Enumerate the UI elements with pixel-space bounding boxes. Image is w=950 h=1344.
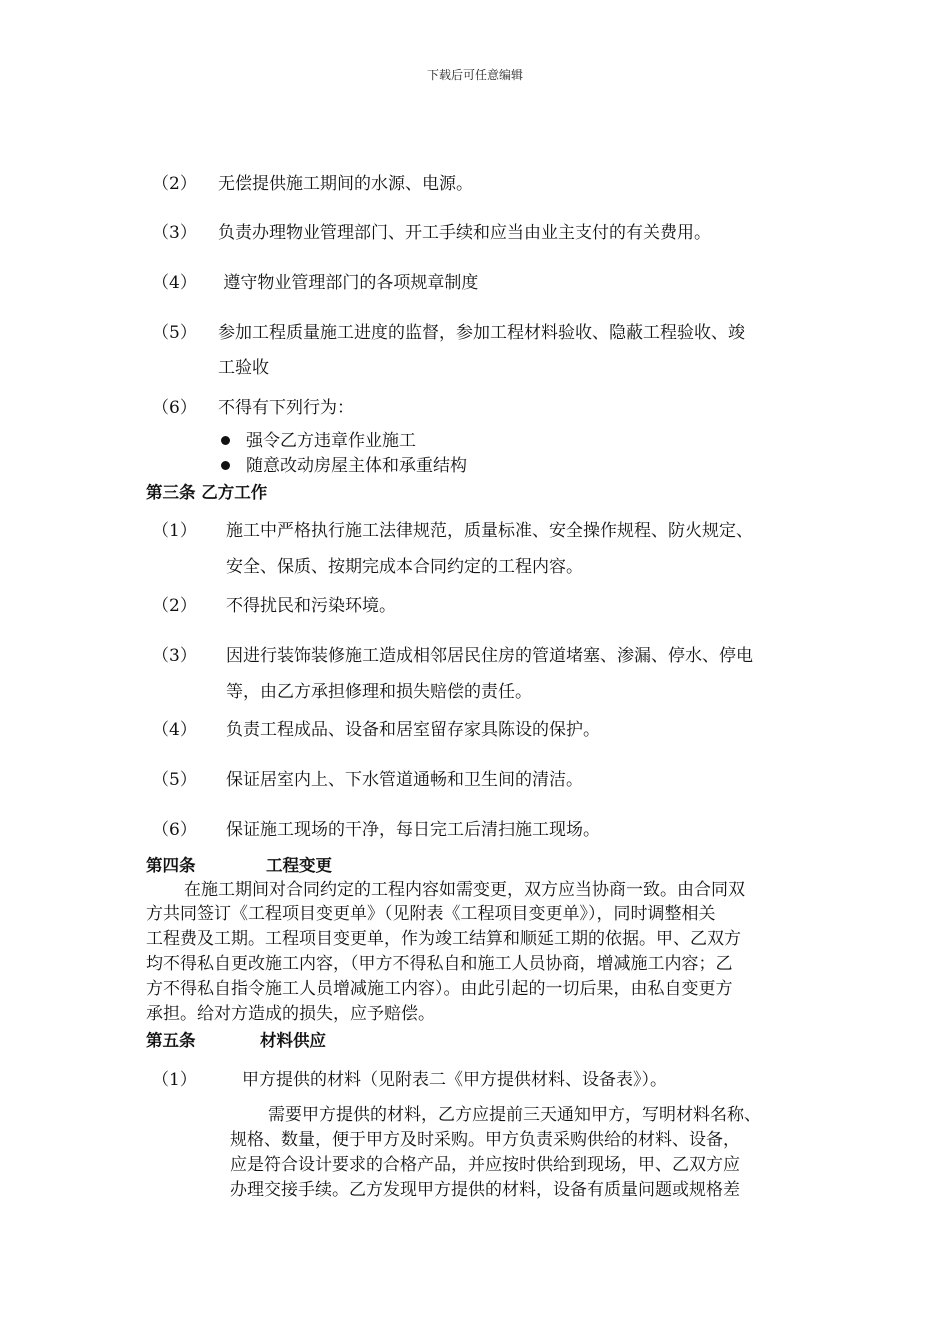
item-number: （5） <box>152 770 197 790</box>
paragraph-line: 办理交接手续。乙方发现甲方提供的材料，设备有质量问题或规格差 <box>230 1180 740 1200</box>
section-label: 第五条 <box>146 1031 196 1050</box>
item-text: 因进行装饰装修施工造成相邻居民住房的管道堵塞、渗漏、停水、停电 <box>226 646 753 666</box>
paragraph-line: 方共同签订《工程项目变更单》（见附表《工程项目变更单》），同时调整相关 <box>146 904 716 924</box>
paragraph-line: 承担。给对方造成的损失，应予赔偿。 <box>146 1004 435 1024</box>
item-number: （4） <box>152 273 197 293</box>
item-number: （1） <box>152 1070 197 1090</box>
paragraph-line: 均不得私自更改施工内容，（甲方不得私自和施工人员协商，增减施工内容；乙 <box>146 954 733 974</box>
item-text: 负责工程成品、设备和居室留存家具陈设的保护。 <box>226 720 600 740</box>
item-text: 负责办理物业管理部门、开工手续和应当由业主支付的有关费用。 <box>218 223 711 243</box>
item-number: （5） <box>152 323 197 343</box>
item-text: 参加工程质量施工进度的监督，参加工程材料验收、隐蔽工程验收、竣 <box>218 323 745 343</box>
page-header: 下载后可任意编辑 <box>426 68 523 82</box>
item-text: 不得有下列行为： <box>218 398 354 418</box>
paragraph-line: 规格、数量，便于甲方及时采购。甲方负责采购供给的材料、设备， <box>230 1130 740 1150</box>
item-text: 甲方提供的材料（见附表二《甲方提供材料、设备表》）。 <box>242 1070 667 1090</box>
item-text: 保证施工现场的干净，每日完工后清扫施工现场。 <box>226 820 600 840</box>
bullet-icon <box>221 436 230 445</box>
item-number: （6） <box>152 820 197 840</box>
item-text: 不得扰民和污染环境。 <box>226 596 396 616</box>
item-number: （2） <box>152 174 197 194</box>
bullet-item: 强令乙方违章作业施工 <box>246 431 416 451</box>
item-number: （6） <box>152 398 197 418</box>
item-text: 施工中严格执行施工法律规范，质量标准、安全操作规程、防火规定、 <box>226 521 753 541</box>
section-label: 第四条 <box>146 856 196 875</box>
paragraph-line: 在施工期间对合同约定的工程内容如需变更，双方应当协商一致。由合同双 <box>184 880 745 900</box>
paragraph-line: 工程费及工期。工程项目变更单，作为竣工结算和顺延工期的依据。甲、乙双方 <box>146 929 741 949</box>
item-text: 工验收 <box>218 358 269 378</box>
item-text: 保证居室内上、下水管道通畅和卫生间的清洁。 <box>226 770 583 790</box>
item-number: （3） <box>152 646 197 666</box>
item-text: 遵守物业管理部门的各项规章制度 <box>218 273 479 293</box>
bullet-icon <box>221 461 230 470</box>
section-heading: 材料供应 <box>260 1031 326 1050</box>
item-text: 安全、保质、按期完成本合同约定的工程内容。 <box>226 557 583 577</box>
section-heading: 第三条 乙方工作 <box>146 483 268 502</box>
paragraph-line: 应是符合设计要求的合格产品，并应按时供给到现场，甲、乙双方应 <box>230 1155 740 1175</box>
paragraph-line: 方不得私自指令施工人员增减施工内容）。由此引起的一切后果，由私自变更方 <box>146 979 733 999</box>
paragraph-line: 需要甲方提供的材料，乙方应提前三天通知甲方，写明材料名称、 <box>268 1105 761 1125</box>
item-text: 等，由乙方承担修理和损失赔偿的责任。 <box>226 682 532 702</box>
item-number: （2） <box>152 596 197 616</box>
item-number: （4） <box>152 720 197 740</box>
item-number: （1） <box>152 521 197 541</box>
section-heading: 工程变更 <box>266 856 332 875</box>
bullet-item: 随意改动房屋主体和承重结构 <box>246 456 467 476</box>
item-text: 无偿提供施工期间的水源、电源。 <box>218 174 473 194</box>
item-number: （3） <box>152 223 197 243</box>
